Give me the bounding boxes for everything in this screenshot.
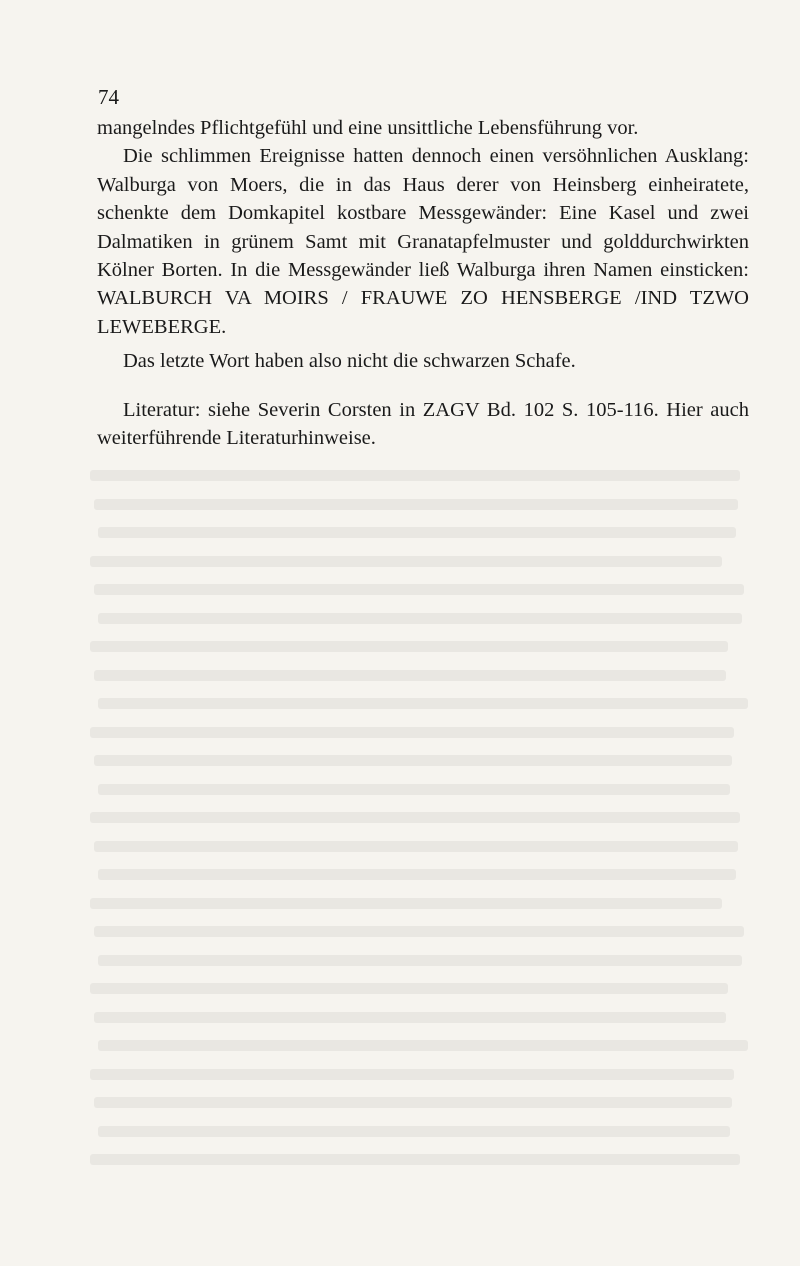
- bleed-line: [94, 1012, 726, 1023]
- bleed-line: [94, 755, 732, 766]
- bleed-line: [98, 869, 736, 880]
- bleed-line: [98, 698, 748, 709]
- bleed-line: [94, 1097, 732, 1108]
- bleed-line: [90, 983, 728, 994]
- page-number: 74: [98, 85, 119, 109]
- bleed-line: [98, 955, 742, 966]
- bleed-line: [94, 841, 738, 852]
- bleed-line: [90, 1154, 740, 1165]
- bleed-line: [90, 727, 734, 738]
- literature-note: Literatur: siehe Severin Corsten in ZAGV Bd. 102 S. 105-116. Hier auch weiterführende Literaturhinweise.: [97, 398, 749, 450]
- bleed-line: [98, 613, 742, 624]
- bleed-line: [98, 1126, 730, 1137]
- bleed-line: [94, 670, 726, 681]
- bleed-line: [94, 926, 744, 937]
- paragraph-walburga: Die schlimmen Ereignisse hatten dennoch einen versöhnlichen Ausklang: Walburga von Moers, die in das Haus derer von Heinsberg einheiratete, schenkte dem Domkapitel kostbare Messgewänder: Eine Kasel und zwei Dalmatiken in grünem Samt mit Granatapfelmuster und golddurchwirkten Kölner Borten. In die Messgewänder ließ Walburga ihren Namen einsticken: WALBURCH VA MOIRS / FRAUWE ZO HENSBERGE /IND TZWO LEWEBERGE.: [97, 145, 749, 338]
- bleed-line: [90, 556, 722, 567]
- bleed-line: [94, 499, 738, 510]
- bleed-line: [98, 784, 730, 795]
- paragraph-continuation: mangelndes Pflichtgefühl und eine unsittliche Lebensführung vor.: [97, 117, 639, 139]
- bleed-line: [90, 812, 740, 823]
- paragraph-closing: Das letzte Wort haben also nicht die schwarzen Schafe.: [123, 350, 576, 373]
- bleed-line: [90, 1069, 734, 1080]
- bleed-line: [90, 470, 740, 481]
- bleed-line: [94, 584, 744, 595]
- bleed-line: [90, 898, 722, 909]
- bleed-line: [90, 641, 728, 652]
- body-text: [97, 114, 749, 452]
- bleed-line: [98, 527, 736, 538]
- bleed-line: [98, 1040, 748, 1051]
